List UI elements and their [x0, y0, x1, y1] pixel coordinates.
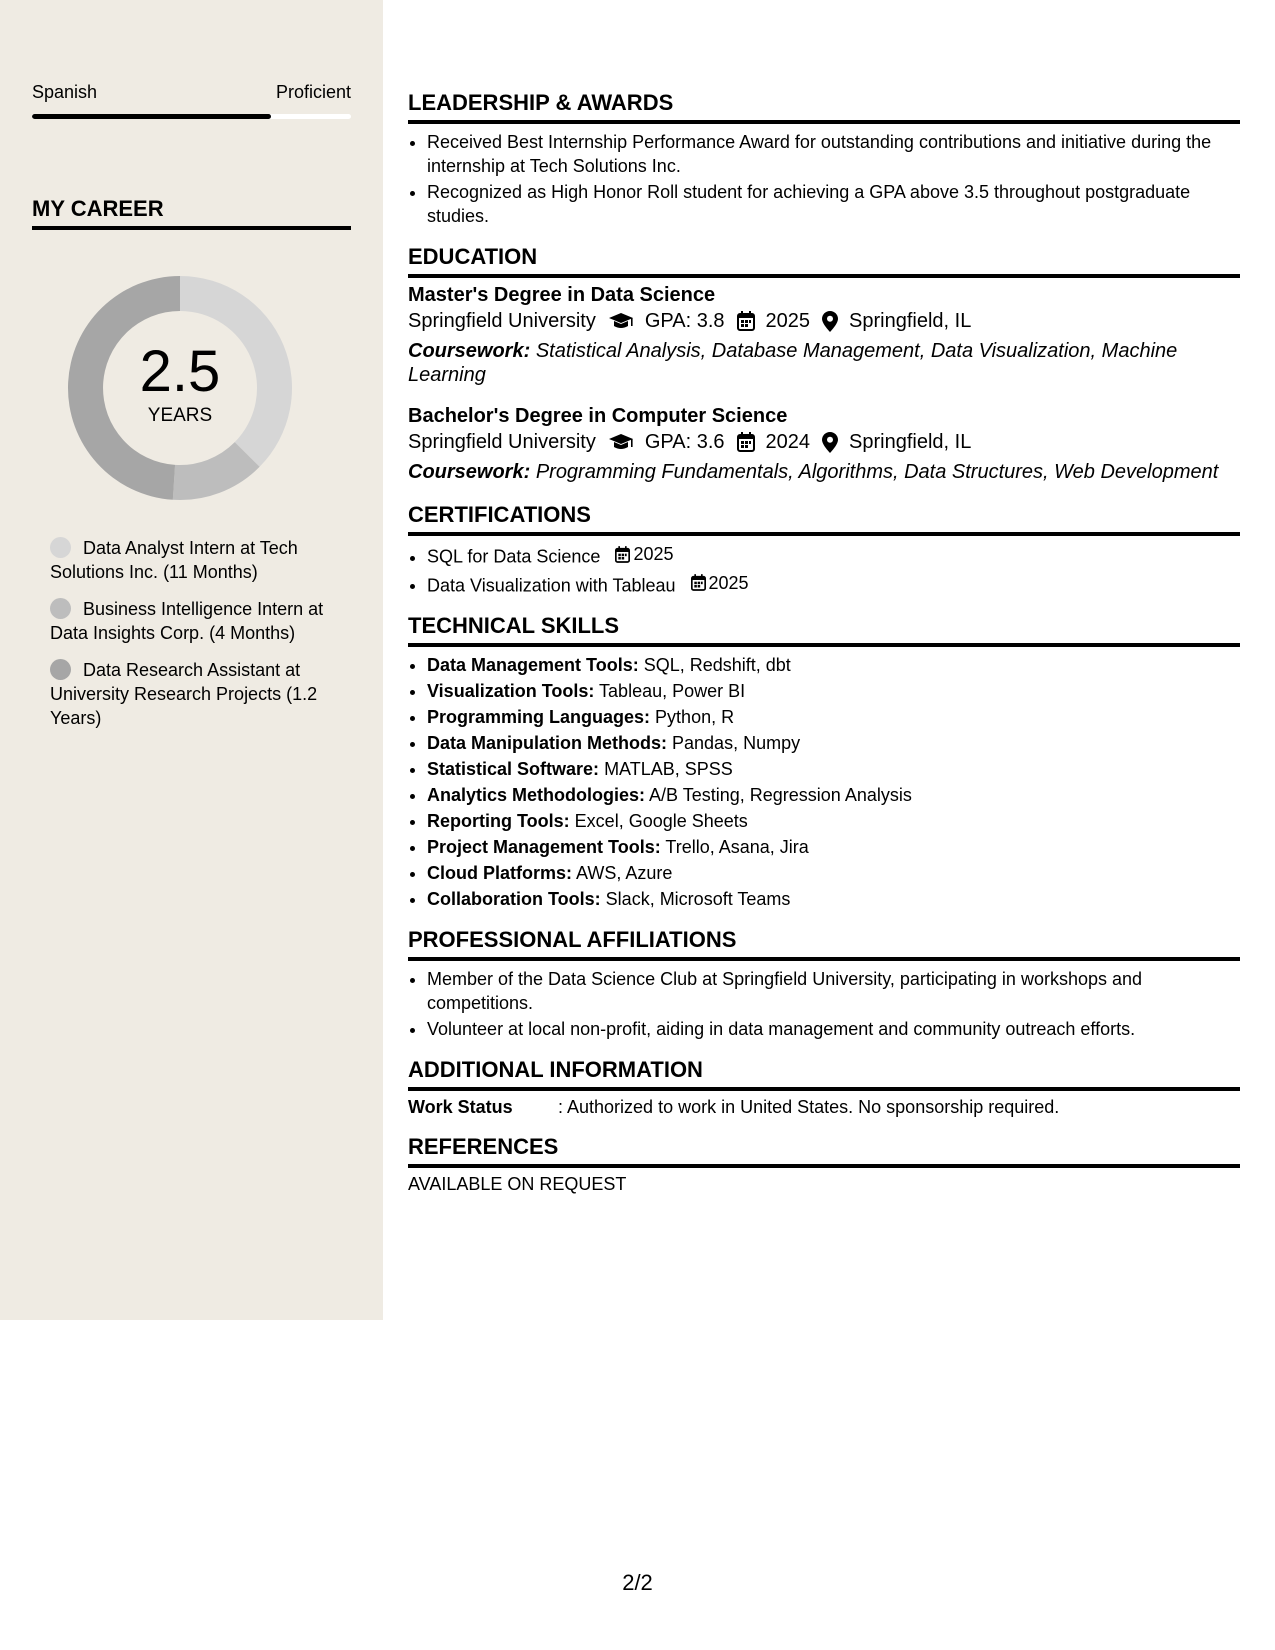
certification-date: [691, 571, 749, 595]
list-item: [427, 679, 1240, 703]
education-section: [408, 244, 1240, 484]
education-meta: [408, 307, 1240, 335]
skill-value: MATLAB, SPSS: [604, 759, 733, 779]
references-section: [408, 1134, 1240, 1195]
skills-list: [408, 653, 1240, 911]
coursework-label: Coursework:: [408, 461, 531, 483]
career-item: [50, 658, 340, 730]
leadership-list: [408, 130, 1240, 228]
page-number: 2/2: [622, 1570, 653, 1595]
calendar-icon: [691, 574, 706, 591]
list-item: [427, 835, 1240, 859]
skill-label: Statistical Software:: [427, 759, 600, 779]
references-text: AVAILABLE ON REQUEST: [408, 1174, 627, 1194]
career-list: [50, 536, 340, 743]
graduation-year: 2024: [765, 431, 811, 453]
list-item: [427, 705, 1240, 729]
list-item: • Received Best Internship Performance Award for outstanding contributions and initiative during the internship at Tech Solutions Inc.: [427, 130, 1240, 178]
certification-date: [615, 542, 673, 566]
career-item-text: Data Research Assistant at University Research Projects (1.2 Years): [50, 660, 318, 728]
skill-label: Project Management Tools:: [427, 837, 661, 857]
list-item: [427, 571, 1240, 598]
career-heading: MY CAREER: [32, 196, 351, 230]
skill-value: AWS, Azure: [576, 863, 673, 883]
work-status-value: : Authorized to work in United States. No sponsorship required.: [558, 1097, 1060, 1117]
additional-info-title: ADDITIONAL INFORMATION: [408, 1057, 1240, 1091]
additional-info-section: [408, 1057, 1240, 1118]
coursework-label: Coursework:: [408, 340, 531, 362]
skill-value: A/B Testing, Regression Analysis: [649, 785, 912, 805]
skill-label: Visualization Tools:: [427, 681, 595, 701]
list-item: • Recognized as High Honor Roll student for achieving a GPA above 3.5 throughout postgraduate studies.: [427, 180, 1240, 228]
education-entry: [408, 405, 1240, 484]
skill-value: SQL, Redshift, dbt: [643, 655, 791, 675]
skill-value: Slack, Microsoft Teams: [605, 889, 791, 909]
skill-value: Pandas, Numpy: [672, 733, 801, 753]
career-dot-icon: [50, 659, 71, 680]
affiliations-section: [408, 927, 1240, 1041]
school-name: Springfield University: [408, 431, 596, 453]
skill-label: Cloud Platforms:: [427, 863, 573, 883]
school-name: Springfield University: [408, 310, 596, 332]
education-title: EDUCATION: [408, 244, 1240, 278]
certification-name: Data Visualization with Tableau: [427, 575, 676, 595]
language-proficiency-bar: [32, 114, 351, 119]
skill-label: Data Manipulation Methods:: [427, 733, 667, 753]
certifications-list: [408, 542, 1240, 597]
calendar-icon: [737, 432, 755, 452]
location-pin-icon: [822, 311, 838, 332]
list-item: [427, 757, 1240, 781]
leadership-section: [408, 90, 1240, 228]
career-donut-chart: [62, 270, 298, 506]
skill-value: Trello, Asana, Jira: [665, 837, 809, 857]
certification-year: 2025: [633, 544, 674, 564]
degree-title: Master's Degree in Data Science: [408, 284, 716, 306]
list-item: [427, 861, 1240, 885]
calendar-icon: [615, 546, 630, 563]
list-item: [427, 653, 1240, 677]
education-meta: [408, 428, 1240, 456]
skill-label: Collaboration Tools:: [427, 889, 601, 909]
graduation-cap-icon: [608, 312, 634, 330]
skill-label: Data Management Tools:: [427, 655, 639, 675]
career-item-text: Business Intelligence Intern at Data Insights Corp. (4 Months): [50, 599, 324, 643]
coursework-text: Programming Fundamentals, Algorithms, Data Structures, Web Development: [535, 461, 1219, 483]
coursework: [408, 460, 1240, 484]
list-item: [427, 783, 1240, 807]
list-item: • Member of the Data Science Club at Springfield University, participating in workshops and competitions.: [427, 967, 1240, 1015]
list-item: • Volunteer at local non-profit, aiding in data management and community outreach efforts.: [427, 1017, 1240, 1041]
education-location: Springfield, IL: [849, 431, 972, 453]
leadership-title: LEADERSHIP & AWARDS: [408, 90, 1240, 124]
skill-value: Tableau, Power BI: [599, 681, 746, 701]
career-item-text: Data Analyst Intern at Tech Solutions Inc. (11 Months): [50, 538, 298, 582]
career-dot-icon: [50, 537, 71, 558]
coursework-text: Statistical Analysis, Database Management, Data Visualization, Machine Learning: [408, 340, 1178, 386]
certification-year: 2025: [708, 572, 749, 593]
list-item: [427, 809, 1240, 833]
degree-title: Bachelor's Degree in Computer Science: [408, 405, 788, 427]
certifications-title: CERTIFICATIONS: [408, 502, 1240, 536]
calendar-icon: [737, 311, 755, 331]
skills-section: [408, 613, 1240, 911]
education-location: Springfield, IL: [849, 310, 972, 332]
location-pin-icon: [822, 432, 838, 453]
education-entry: [408, 284, 1240, 387]
skill-label: Programming Languages:: [427, 707, 651, 727]
references-title: REFERENCES: [408, 1134, 1240, 1168]
work-status-label: Work Status: [408, 1097, 513, 1117]
language-proficiency-fill: [32, 114, 271, 119]
sidebar: [0, 0, 383, 1320]
donut-center: [62, 270, 298, 506]
affiliations-list: [408, 967, 1240, 1041]
career-dot-icon: [50, 598, 71, 619]
career-item: [50, 536, 340, 584]
certifications-section: [408, 502, 1240, 597]
skill-value: Excel, Google Sheets: [574, 811, 748, 831]
skill-label: Analytics Methodologies:: [427, 785, 646, 805]
list-item: [427, 887, 1240, 911]
affiliations-title: PROFESSIONAL AFFILIATIONS: [408, 927, 1240, 961]
career-total-value: 2.5: [139, 339, 221, 404]
list-item: [427, 542, 1240, 569]
graduation-year: 2025: [765, 310, 811, 332]
work-status-row: [408, 1097, 1240, 1118]
main-content: [408, 90, 1240, 1211]
career-total-unit: YEARS: [147, 405, 213, 426]
graduation-cap-icon: [608, 433, 634, 451]
list-item: [427, 731, 1240, 755]
language-level: Proficient: [275, 82, 351, 102]
coursework: [408, 339, 1240, 387]
career-item: [50, 597, 340, 645]
language-row: [32, 82, 351, 103]
gpa: GPA: 3.6: [644, 431, 725, 453]
skills-title: TECHNICAL SKILLS: [408, 613, 1240, 647]
gpa: GPA: 3.8: [644, 310, 725, 332]
language-name: Spanish: [32, 82, 98, 102]
certification-name: SQL for Data Science: [427, 546, 601, 567]
skill-label: Reporting Tools:: [427, 811, 570, 831]
skill-value: Python, R: [655, 707, 735, 727]
